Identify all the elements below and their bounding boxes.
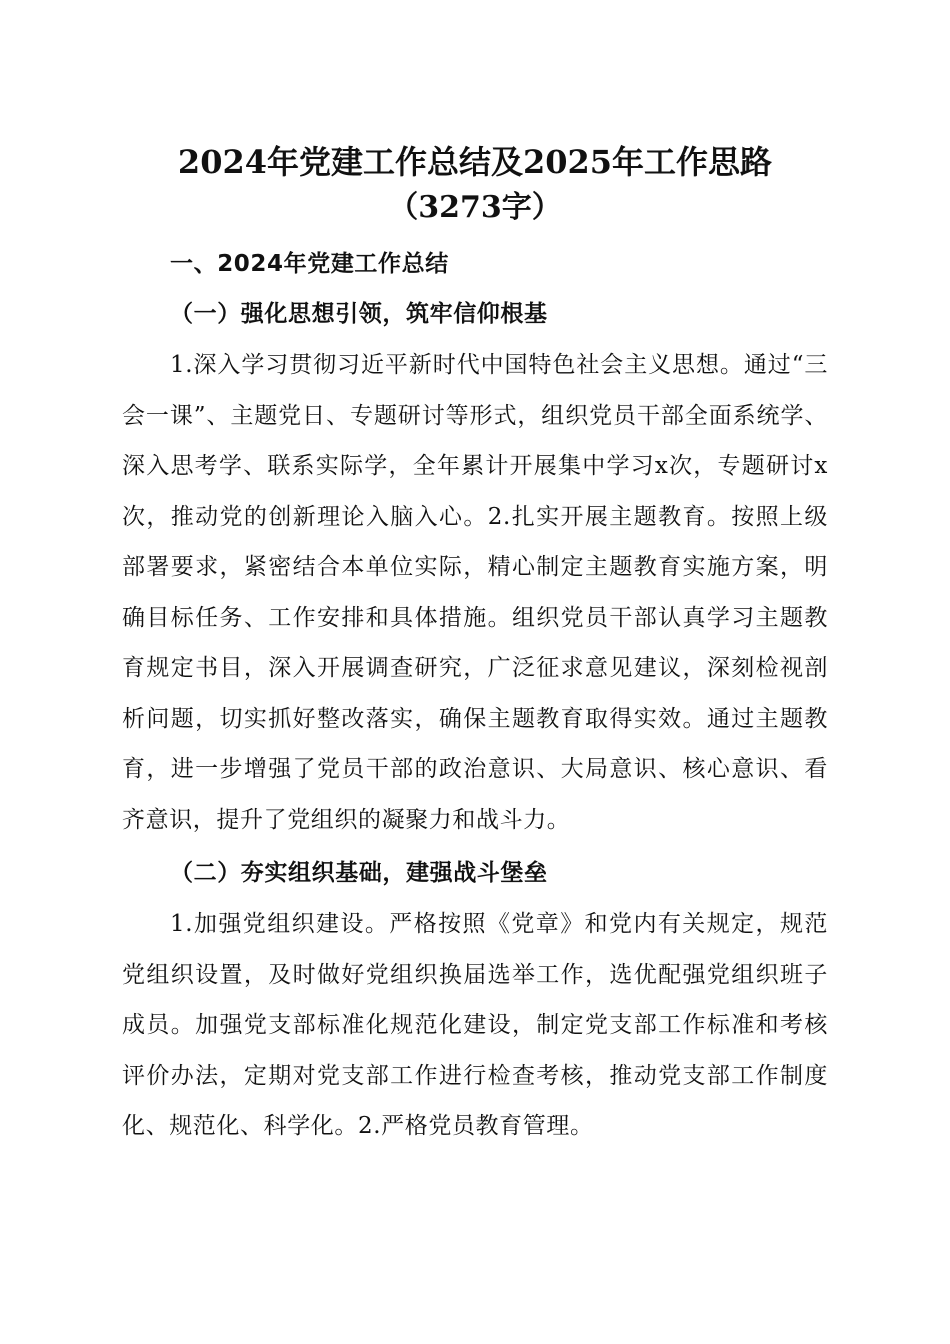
paragraph-1: 1.深入学习贯彻习近平新时代中国特色社会主义思想。通过“三会一课”、主题党日、专题研讨等形式，组织党员干部全面系统学、深入思考学、联系实际学，全年累计开展集中学习x次，专题研讨x次，推动党的创新理论入脑入心。2.扎实开展主题教育。按照上级部署要求，紧密结合本单位实际，精心制定主题教育实施方案，明确目标任务、工作安排和具体措施。组织党员干部认真学习主题教育规定书目，深入开展调查研究，广泛征求意见建议，深刻检视剖析问题，切实抓好整改落实，确保主题教育取得实效。通过主题教育，进一步增强了党员干部的政治意识、大局意识、核心意识、看齐意识，提升了党组织的凝聚力和战斗力。 xyxy=(122,352,828,833)
document-title: 2024年党建工作总结及2025年工作思路 xyxy=(177,143,773,181)
document-body xyxy=(122,240,828,1152)
subsection-heading-1: （一）强化思想引领，筑牢信仰根基 xyxy=(170,300,548,327)
section-heading-main: 一、2024年党建工作总结 xyxy=(170,251,449,277)
title-block xyxy=(0,138,950,230)
document-subtitle: （3273字） xyxy=(388,190,562,225)
subsection-heading-2: （二）夯实组织基础，建强战斗堡垒 xyxy=(170,859,548,886)
paragraph-2: 1.加强党组织建设。严格按照《党章》和党内有关规定，规范党组织设置，及时做好党组织换届选举工作，选优配强党组织班子成员。加强党支部标准化规范化建设，制定党支部工作标准和考核评价办法，定期对党支部工作进行检查考核，推动党支部工作制度化、规范化、科学化。2.严格党员教育管理。 xyxy=(122,911,828,1139)
